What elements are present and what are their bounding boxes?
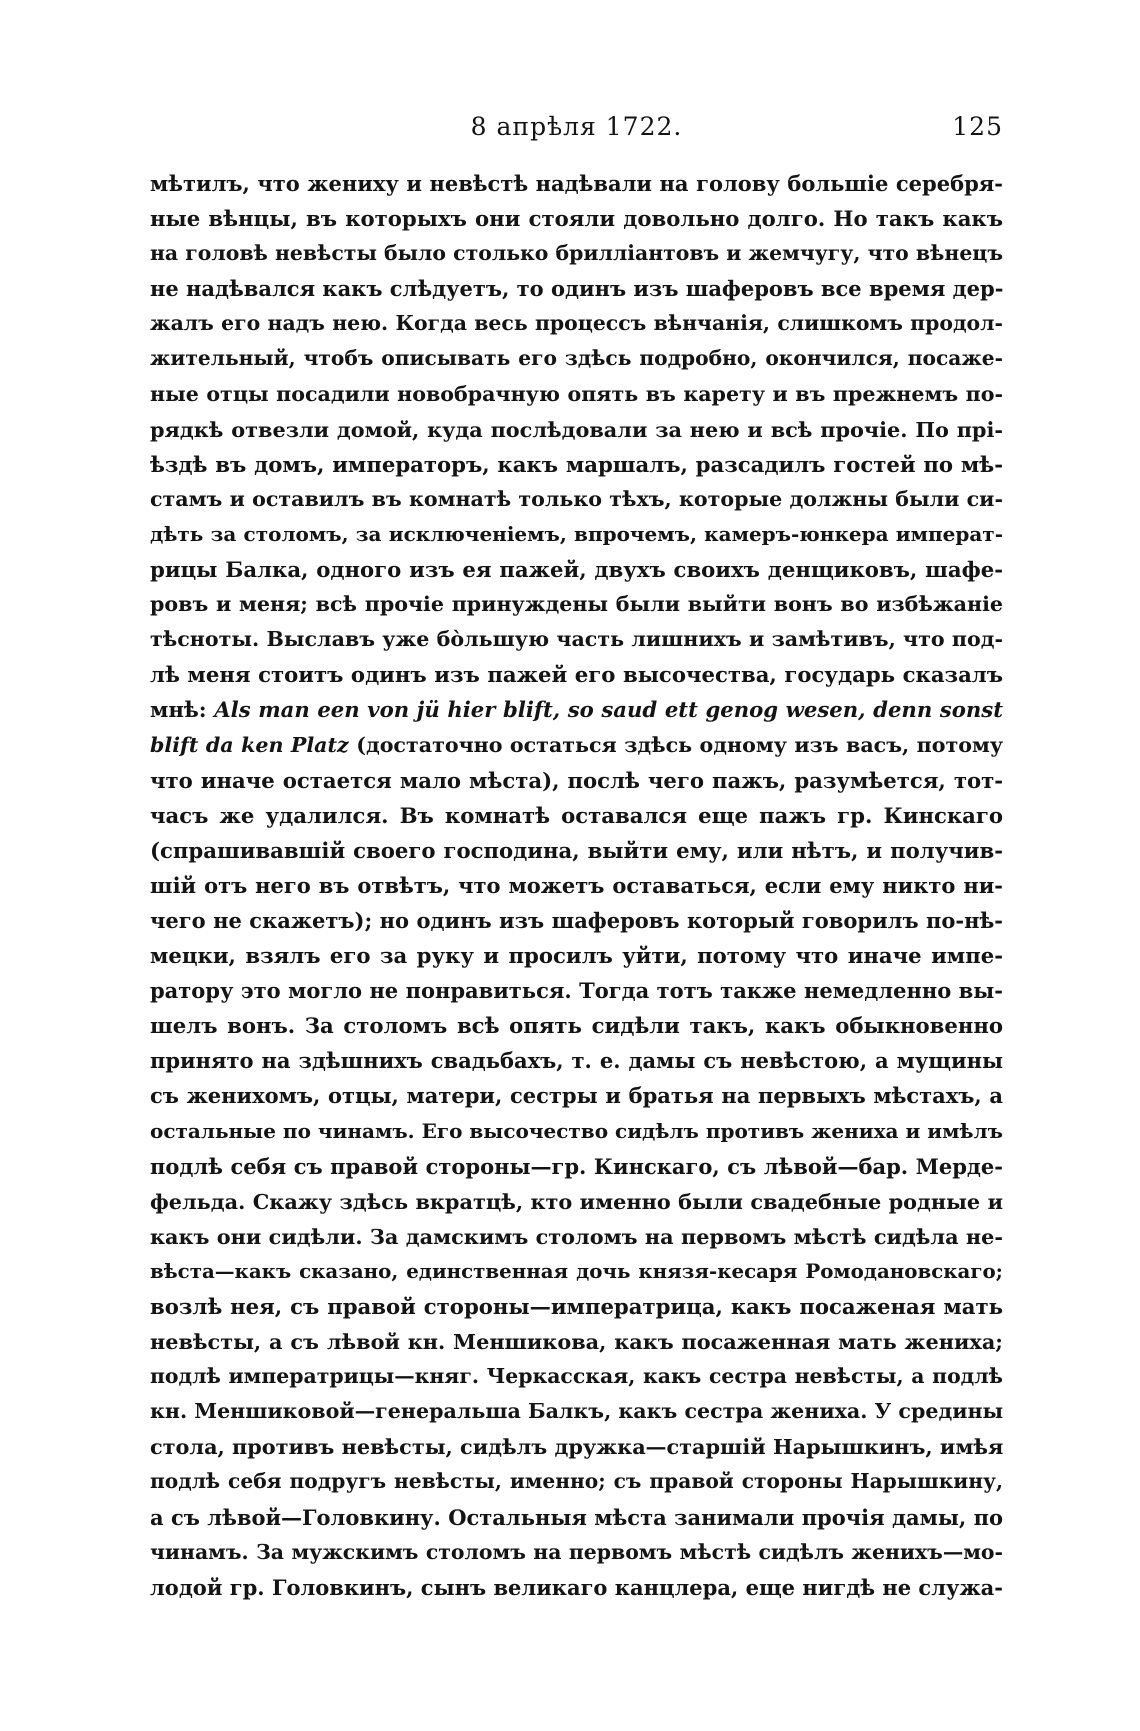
text-line: ѣздѣ въ домъ, императоръ, какъ маршалъ, разсадилъ гостей по мѣ- (150, 451, 1003, 477)
text-line: возлѣ нея, съ правой стороны—императрица, какъ посаженая мать (150, 1294, 1003, 1319)
text-line: подлѣ себя подругъ невѣсты, именно; съ правой стороны Нарышкину, (150, 1469, 1003, 1494)
text-line-mixed (150, 728, 1003, 763)
text-line: какъ они сидѣли. За дамскимъ столомъ на первомъ мѣстѣ сидѣла не- (150, 1223, 1003, 1249)
text-line: дѣть за столомъ, за исключеніемъ, впрочемъ, камеръ-юнкера императ- (150, 521, 1003, 546)
text-line: чинамъ. За мужскимъ столомъ на первомъ мѣстѣ сидѣлъ женихъ—мо- (150, 1539, 1003, 1564)
text-line: подлѣ императрицы—княг. Черкасская, какъ сестра невѣсты, а подлѣ (150, 1364, 1003, 1389)
text-line: ные вѣнцы, въ которыхъ они стояли довольно долго. Но такъ какъ (150, 206, 1003, 232)
text-line-mixed (150, 692, 1003, 727)
text-line: что иначе остается мало мѣста), послѣ чего пажъ, разумѣется, тот- (150, 767, 1003, 793)
body-text (150, 166, 1003, 1605)
text-line: ратору это могло не понравиться. Тогда тотъ также немедленно вы- (150, 978, 1003, 1004)
text-line: лѣ меня стоитъ одинъ изъ пажей его высочества, государь сказалъ (150, 662, 1003, 688)
german-quote: blift da ken Platz (150, 732, 349, 757)
running-head (150, 112, 1003, 152)
text-line: (спрашивавшій своего господина, выйти ему, или нѣтъ, и получив- (150, 837, 1003, 863)
page-number: 125 (952, 112, 1003, 141)
text-line: стамъ и оставилъ въ комнатѣ только тѣхъ, которые должны были си- (150, 486, 1003, 511)
text-line: остальные по чинамъ. Его высочество сидѣлъ противъ жениха и имѣлъ (150, 1118, 1003, 1143)
german-quote: Als man een von jü hier blift, so saud ett genog wesen, denn sonst (214, 697, 1003, 723)
text-line: рицы Балка, одного изъ ея пажей, двухъ своихъ денщиковъ, шафе- (150, 557, 1003, 583)
text-line: ные отцы посадили новобрачную опять въ карету и въ прежнемъ по- (150, 381, 1003, 406)
text-line: шелъ вонъ. За столомъ всѣ опять сидѣли такъ, какъ обыкновенно (150, 1013, 1003, 1039)
running-title: 8 апрѣля 1722. (470, 112, 683, 141)
text-segment: (достаточно остаться здѣсь одному изъ васъ, потому (356, 732, 1004, 757)
text-line: не надѣвался какъ слѣдуетъ, то одинъ изъ шаферовъ все время дер- (150, 276, 1004, 302)
text-line: часъ же удалился. Въ комнатѣ оставался еще пажъ гр. Кинскаго (150, 802, 1003, 828)
text-line: а съ лѣвой—Головкину. Остальныя мѣста занимали прочія дамы, по (150, 1504, 1003, 1530)
text-line: стола, противъ невѣсты, сидѣлъ дружка—старшій Нарышкинъ, имѣя (150, 1434, 1004, 1460)
text-line: мѣтилъ, что жениху и невѣстѣ надѣвали на голову большіе серебря- (150, 171, 1003, 196)
text-line: съ женихомъ, отцы, матери, сестры и братья на первыхъ мѣстахъ, а (150, 1083, 1003, 1109)
text-line: жительный, чтобъ описывать его здѣсь подробно, окончился, посаже- (150, 346, 1003, 371)
text-line: подлѣ себя съ правой стороны—гр. Кинскаго, съ лѣвой—бар. Мерде- (150, 1153, 1003, 1179)
text-line: шій отъ него въ отвѣтъ, что можетъ оставаться, если ему никто ни- (150, 872, 1003, 898)
text-line: ровъ и меня; всѣ прочіе принуждены были выйти вонъ во избѣжаніе (150, 592, 1003, 617)
text-line: мецки, взялъ его за руку и просилъ уйти, потому что иначе импе- (150, 943, 1003, 969)
text-line: чего не скажетъ); но одинъ изъ шаферовъ который говорилъ по-нѣ- (150, 907, 1003, 933)
text-line: принято на здѣшнихъ свадьбахъ, т. е. дамы съ невѣстою, а мущины (150, 1048, 1003, 1074)
text-segment: мнѣ: (150, 697, 207, 723)
text-line: рядкѣ отвезли домой, куда послѣдовали за нею и всѣ прочіе. По прі- (150, 416, 1003, 442)
text-line: жалъ его надъ нею. Когда весь процессъ вѣнчанія, слишкомъ продол- (150, 311, 1003, 336)
text-line: невѣсты, а съ лѣвой кн. Меншикова, какъ посаженная мать жениха; (150, 1329, 1003, 1355)
text-line: на головѣ невѣсты было столько брилліантовъ и жемчугу, что вѣнецъ (150, 241, 1003, 266)
text-line: фельда. Скажу здѣсь вкратцѣ, кто именно были свадебные родные и (150, 1188, 1003, 1214)
text-line: лодой гр. Головкинъ, сынъ великаго канцлера, еще нигдѣ не служа- (150, 1574, 1003, 1600)
text-line: тѣсноты. Выславъ уже бо̀льшую часть лишнихъ и замѣтивъ, что под- (150, 627, 1003, 652)
text-line: кн. Меншиковой—генеральша Балкъ, какъ сестра жениха. У средины (150, 1399, 1004, 1424)
text-line: вѣста—какъ сказано, единственная дочь князя-кесаря Ромодановскаго; (150, 1258, 1003, 1283)
